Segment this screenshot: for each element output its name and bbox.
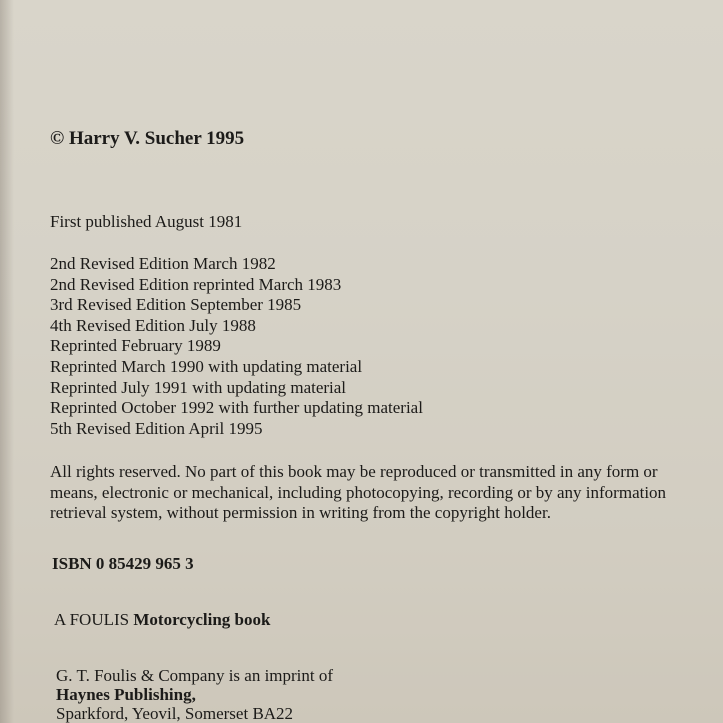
series-suffix: Motorcycling book xyxy=(129,610,271,629)
imprint-line: G. T. Foulis & Company is an imprint of xyxy=(56,666,334,685)
edition-entry: 3rd Revised Edition September 1985 xyxy=(50,295,302,315)
publisher-address: Sparkford, Yeovil, Somerset BA22 xyxy=(56,704,294,723)
edition-entry: 2nd Revised Edition March 1982 xyxy=(50,254,276,273)
rights-line: All rights reserved. No part of this book may be reproduced or transmitted in any form or xyxy=(50,462,658,481)
edition-entry: Reprinted October 1992 with further updating material xyxy=(50,398,423,418)
edition-entry: Reprinted July 1991 with updating material xyxy=(50,377,347,397)
rights-line: means, electronic or mechanical, including photocopying, recording or by any information xyxy=(50,482,667,502)
publisher-name: Haynes Publishing, xyxy=(56,685,196,704)
first-published: First published August 1981 xyxy=(50,212,243,231)
edition-entry: Reprinted March 1990 with updating material xyxy=(50,356,363,376)
rights-statement xyxy=(50,462,723,524)
edition-entry: Reprinted February 1989 xyxy=(50,336,221,356)
edition-entry: 4th Revised Edition July 1988 xyxy=(50,315,256,335)
edition-entry: 5th Revised Edition April 1995 xyxy=(50,418,263,438)
copyright-notice: © Harry V. Sucher 1995 xyxy=(50,128,245,149)
rights-line: retrieval system, without permission in writing from the copyright holder. xyxy=(50,503,551,522)
edition-entry: 2nd Revised Edition reprinted March 1983 xyxy=(50,274,342,294)
series-line xyxy=(54,610,270,630)
page-edge-shadow xyxy=(0,0,14,723)
series-prefix: A FOULIS xyxy=(54,610,130,629)
isbn: ISBN 0 85429 965 3 xyxy=(52,554,194,573)
imprint-block xyxy=(56,666,333,723)
edition-history xyxy=(50,254,423,439)
